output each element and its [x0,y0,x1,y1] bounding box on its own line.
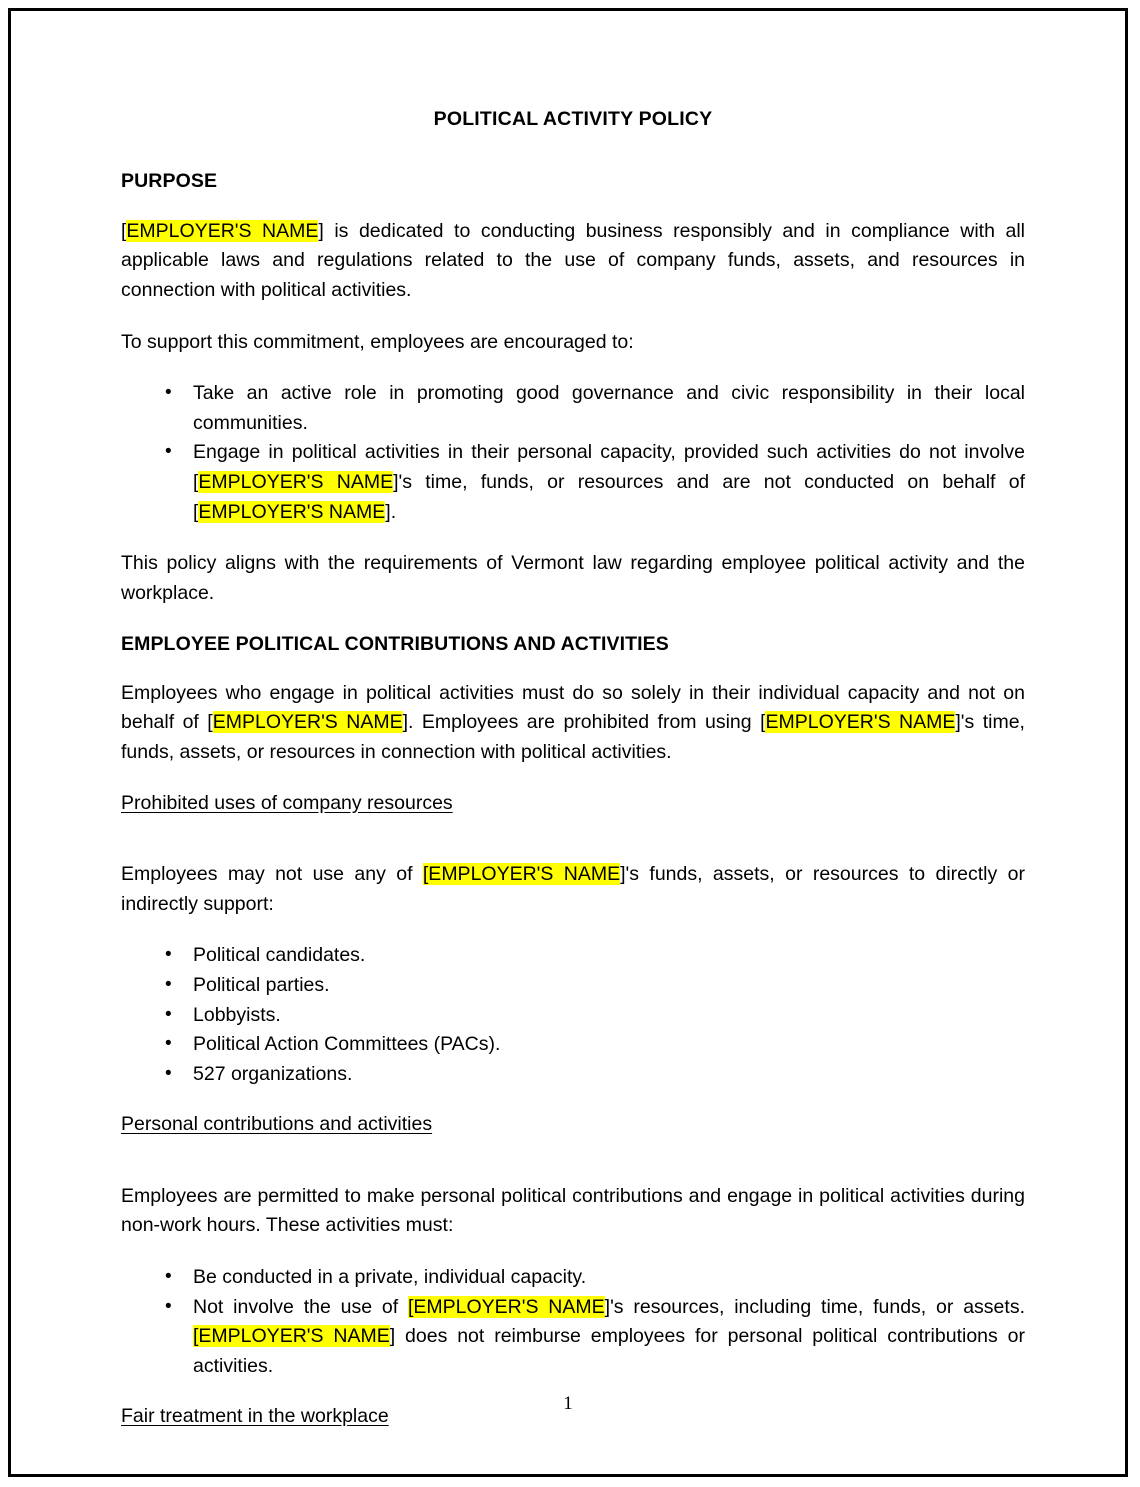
list-item [121,1030,1025,1060]
section-heading-contributions: EMPLOYEE POLITICAL CONTRIBUTIONS AND ACTIVITIES [121,632,669,655]
list-item [121,941,1025,971]
page-title: POLITICAL ACTIVITY POLICY [433,108,713,130]
prohibited-lead-paragraph [121,860,1025,919]
employer-name-placeholder: [EMPLOYER'S NAME [422,863,621,886]
prohibited-support-list [121,941,1025,1089]
bullet-text-part3: ] does not reimburse employees for personal political contributions or activities. [193,1325,1025,1377]
prohibited-part1: Employees may not use any of [121,863,423,886]
bullet-text: 527 organizations. [193,1062,353,1085]
subheading-personal-wrap [121,1111,1025,1159]
contributions-part3: ]'s time, funds, assets, or resources in connection with political activities. [121,711,1025,764]
list-item [121,1263,1025,1293]
contributions-part2: ]. Employees are prohibited from using [ [402,711,766,734]
employer-name-placeholder: [EMPLOYER'S NAME [193,1325,390,1348]
personal-activities-list [121,1263,1025,1382]
prohibited-part2: ]'s funds, assets, or resources to directly or indirectly support: [121,863,1025,915]
bullet-text: Political candidates. [193,944,366,967]
list-item [121,971,1025,1001]
list-item [121,1293,1025,1382]
employer-name-placeholder: EMPLOYER'S NAME [198,471,394,494]
section-heading-purpose: PURPOSE [121,170,218,193]
list-item [121,379,1025,438]
bullet-text-part2: ]'s resources, including time, funds, or assets. [604,1295,1025,1318]
subheading-fair-treatment: Fair treatment in the workplace [121,1405,389,1428]
bullet-text: Take an active role in promoting good governance and civic responsibility in their local communities. [193,382,1025,434]
list-item [121,1001,1025,1031]
page-content-area [11,11,1125,1474]
subheading-prohibited-uses: Prohibited uses of company resources [121,791,453,814]
support-commitment-line: To support this commitment, employees are encouraged to: [121,330,634,353]
bracket-open: [ [193,500,199,523]
employer-name-placeholder: [EMPLOYER'S NAME [407,1295,605,1318]
employer-name-placeholder: EMPLOYER'S NAME [126,219,319,242]
bracket-open: [ [193,471,199,494]
bullet-text: Be conducted in a private, individual capacity. [193,1265,587,1288]
purpose-intro-paragraph [121,217,1025,306]
bullet-text-part1: Not involve the use of [193,1295,408,1318]
subheading-personal-contributions: Personal contributions and activities [121,1113,433,1136]
employer-name-placeholder: EMPLOYER'S NAME [765,711,956,734]
personal-lead-paragraph: Employees are permitted to make personal political contributions and engage in political activities during non-work hours. These activities must: [121,1184,1025,1237]
bullet-text: Political Action Committees (PACs). [193,1033,501,1056]
employer-name-placeholder: EMPLOYER'S NAME [198,500,386,523]
bullet-text: Political parties. [193,973,330,996]
bracket-close: ] [318,219,324,242]
encouraged-activities-list [121,379,1025,527]
subheading-prohibited-wrap [121,790,1025,838]
contributions-paragraph [121,679,1025,768]
contributions-part1: Employees who engage in political activities must do so solely in their individual capacity and not on behalf of [ [121,681,1025,734]
bullet-text-part3: ]. [385,500,397,523]
bracket-open: [ [121,219,127,242]
list-item [121,438,1025,527]
vermont-law-alignment-paragraph: This policy aligns with the requirements of Vermont law regarding employee political activity and the workplace. [121,552,1025,604]
bullet-text-part1: Engage in political activities in their personal capacity, provided such activities do not involve [193,441,1025,464]
bullet-text-part2: ]'s time, funds, or resources and are not conducted on behalf of [393,471,1025,494]
document-page [8,8,1128,1477]
list-item [121,1060,1025,1090]
bullet-text: Lobbyists. [193,1003,281,1026]
purpose-intro-rest: is dedicated to conducting business responsibly and in compliance with all applicable laws and regulations related to the use of company funds, assets, and resources in connection with political activities. [121,219,1025,301]
page-number-footer: 1 [563,1393,573,1414]
employer-name-placeholder: EMPLOYER'S NAME [212,711,403,734]
